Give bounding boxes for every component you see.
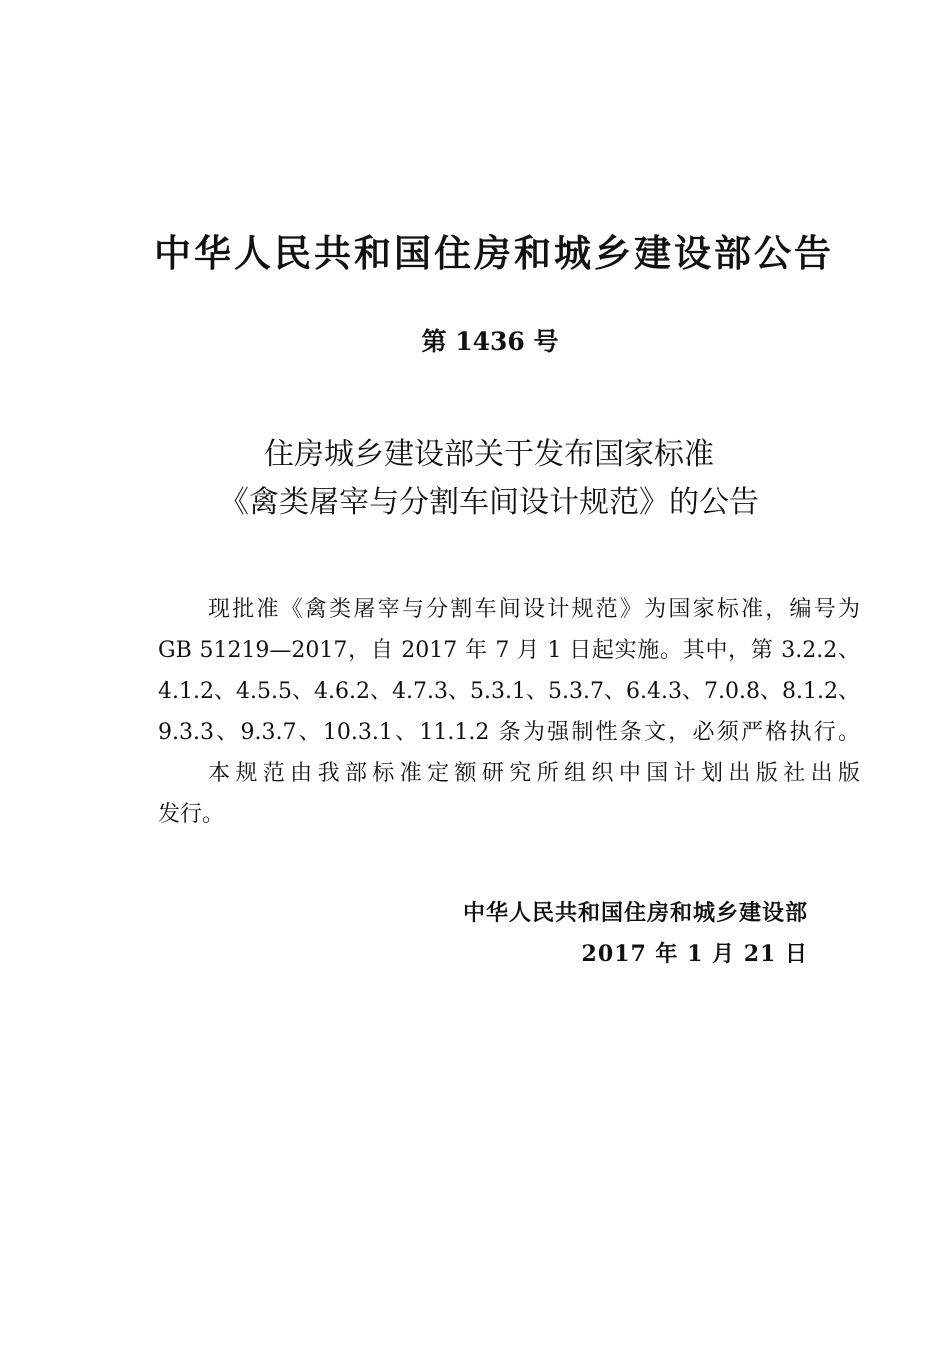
issuer-signature: 中华人民共和国住房和城乡建设部	[462, 901, 808, 926]
issue-date: 2017 年 1 月 21 日	[581, 941, 808, 967]
announcement-title: 中华人民共和国住房和城乡建设部公告	[154, 232, 834, 275]
body-line: 4.1.2、4.5.5、4.6.2、4.7.3、5.3.1、5.3.7、6.4.3、7.0.8、8.1.2、	[158, 679, 860, 704]
announcement-subtitle-line-1: 住房城乡建设部关于发布国家标准	[264, 437, 714, 472]
announcement-number: 第 1436 号	[421, 327, 559, 356]
body-line: 本规范由我部标准定额研究所组织中国计划出版社出版	[208, 761, 860, 786]
body-line: GB 51219—2017，自 2017 年 7 月 1 日起实施。其中，第 3.2.2、	[158, 638, 860, 663]
body-line: 发行。	[158, 802, 225, 827]
body-line: 9.3.3、9.3.7、10.3.1、11.1.2 条为强制性条文，必须严格执行。	[158, 720, 860, 745]
body-line: 现批准《禽类屠宰与分割车间设计规范》为国家标准，编号为	[208, 597, 860, 622]
announcement-subtitle-line-2: 《禽类屠宰与分割车间设计规范》的公告	[219, 485, 759, 520]
